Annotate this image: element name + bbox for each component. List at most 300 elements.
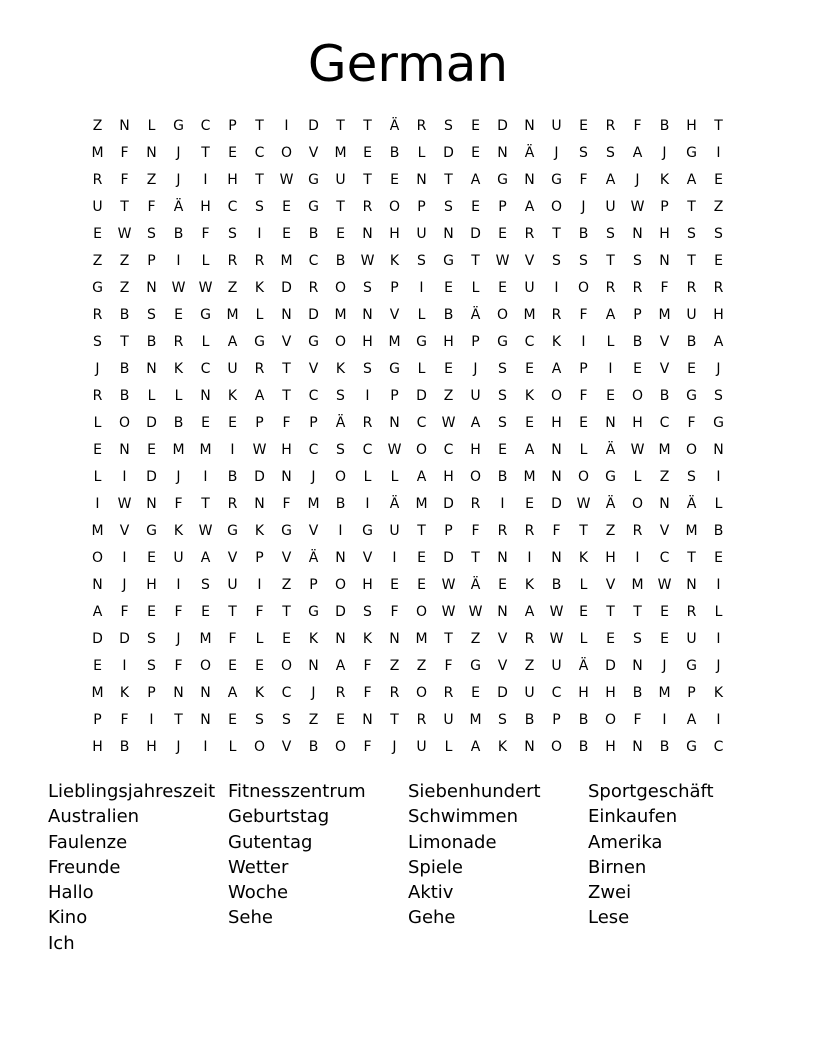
- grid-letter: R: [686, 604, 697, 620]
- grid-letter: G: [686, 658, 697, 674]
- grid-letter: Z: [119, 280, 130, 296]
- grid-letter: B: [551, 577, 562, 593]
- grid-letter: E: [282, 226, 291, 242]
- grid-letter: E: [174, 307, 183, 323]
- grid-letter: A: [92, 604, 103, 620]
- grid-letter: F: [579, 172, 588, 188]
- grid-letter: M: [523, 307, 536, 323]
- grid-letter: C: [659, 415, 670, 431]
- grid-letter: Z: [713, 199, 724, 215]
- grid-letter: T: [579, 523, 588, 539]
- grid-letter: D: [308, 307, 319, 323]
- grid-letter: A: [551, 361, 562, 377]
- grid-letter: U: [470, 388, 481, 404]
- grid-letter: T: [120, 334, 129, 350]
- word-list-item: Hallo: [48, 882, 94, 904]
- grid-letter: O: [388, 199, 401, 215]
- grid-letter: A: [470, 172, 481, 188]
- grid-letter: S: [147, 631, 156, 647]
- grid-letter: E: [525, 496, 534, 512]
- grid-letter: W: [630, 442, 645, 458]
- grid-letter: Z: [659, 469, 670, 485]
- grid-letter: N: [389, 415, 400, 431]
- grid-letter: R: [92, 172, 103, 188]
- grid-letter: J: [122, 577, 127, 593]
- grid-letter: F: [660, 280, 669, 296]
- grid-letter: E: [660, 604, 669, 620]
- grid-letter: H: [146, 577, 157, 593]
- grid-letter: C: [524, 334, 535, 350]
- grid-letter: U: [389, 523, 400, 539]
- grid-letter: W: [360, 253, 375, 269]
- grid-letter: M: [658, 442, 671, 458]
- grid-letter: R: [524, 226, 535, 242]
- grid-letter: F: [363, 658, 372, 674]
- grid-letter: J: [95, 361, 100, 377]
- grid-letter: M: [334, 145, 347, 161]
- grid-letter: L: [390, 469, 399, 485]
- grid-letter: N: [713, 442, 724, 458]
- page-title: German: [307, 35, 509, 93]
- grid-letter: U: [524, 685, 535, 701]
- grid-letter: R: [551, 307, 562, 323]
- grid-letter: I: [365, 496, 370, 512]
- grid-letter: M: [199, 631, 212, 647]
- grid-letter: S: [498, 712, 507, 728]
- grid-letter: N: [551, 469, 562, 485]
- grid-letter: Z: [227, 280, 238, 296]
- grid-letter: G: [308, 172, 319, 188]
- grid-letter: D: [416, 388, 427, 404]
- grid-letter: K: [173, 523, 184, 539]
- grid-letter: P: [390, 388, 399, 404]
- grid-letter: P: [390, 280, 399, 296]
- grid-letter: T: [201, 496, 210, 512]
- grid-letter: L: [174, 388, 183, 404]
- grid-letter: I: [257, 577, 262, 593]
- grid-letter: N: [632, 658, 643, 674]
- grid-letter: R: [416, 118, 427, 134]
- grid-letter: O: [577, 280, 590, 296]
- grid-letter: S: [498, 361, 507, 377]
- grid-letter: F: [633, 712, 642, 728]
- grid-letter: O: [334, 469, 347, 485]
- grid-letter: A: [686, 712, 697, 728]
- grid-letter: V: [524, 253, 535, 269]
- grid-letter: N: [389, 631, 400, 647]
- grid-letter: I: [149, 712, 154, 728]
- grid-letter: E: [498, 442, 507, 458]
- grid-letter: F: [390, 604, 399, 620]
- grid-letter: L: [201, 334, 210, 350]
- grid-letter: B: [632, 334, 643, 350]
- grid-letter: C: [362, 442, 373, 458]
- grid-letter: O: [469, 469, 482, 485]
- grid-letter: B: [578, 739, 589, 755]
- grid-letter: D: [443, 496, 454, 512]
- grid-letter: D: [605, 658, 616, 674]
- grid-letter: T: [633, 604, 642, 620]
- grid-letter: H: [227, 172, 238, 188]
- grid-letter: C: [254, 145, 265, 161]
- grid-letter: Ä: [524, 145, 535, 161]
- grid-letter: K: [335, 361, 346, 377]
- grid-letter: S: [687, 226, 696, 242]
- grid-letter: E: [714, 172, 723, 188]
- grid-letter: R: [497, 523, 508, 539]
- grid-letter: E: [93, 442, 102, 458]
- grid-letter: L: [417, 307, 426, 323]
- grid-letter: L: [255, 307, 264, 323]
- grid-letter: A: [524, 442, 535, 458]
- grid-letter: E: [579, 415, 588, 431]
- grid-letter: U: [686, 307, 697, 323]
- grid-letter: T: [255, 172, 264, 188]
- grid-letter: D: [146, 415, 157, 431]
- grid-letter: E: [147, 442, 156, 458]
- grid-letter: V: [281, 334, 292, 350]
- word-list-item: Aktiv: [408, 882, 454, 904]
- grid-letter: R: [362, 415, 373, 431]
- grid-letter: R: [470, 496, 481, 512]
- grid-letter: S: [687, 469, 696, 485]
- grid-letter: H: [578, 685, 589, 701]
- grid-letter: J: [716, 658, 721, 674]
- grid-letter: F: [282, 496, 291, 512]
- grid-letter: Ä: [605, 442, 616, 458]
- grid-letter: E: [471, 145, 480, 161]
- grid-letter: T: [444, 172, 453, 188]
- grid-letter: I: [716, 145, 721, 161]
- grid-letter: J: [392, 739, 397, 755]
- grid-row: [84, 707, 732, 734]
- grid-letter: F: [255, 604, 264, 620]
- grid-letter: S: [606, 226, 615, 242]
- grid-letter: H: [389, 226, 400, 242]
- grid-row: [84, 572, 732, 599]
- grid-letter: K: [227, 388, 238, 404]
- grid-letter: N: [524, 739, 535, 755]
- grid-letter: R: [524, 631, 535, 647]
- grid-letter: T: [687, 550, 696, 566]
- grid-letter: L: [147, 118, 156, 134]
- grid-letter: I: [554, 280, 559, 296]
- grid-letter: R: [713, 280, 724, 296]
- grid-letter: G: [686, 145, 697, 161]
- grid-letter: J: [176, 469, 181, 485]
- grid-letter: A: [524, 604, 535, 620]
- grid-letter: E: [228, 712, 237, 728]
- grid-letter: Z: [119, 253, 130, 269]
- grid-letter: H: [443, 334, 454, 350]
- grid-letter: Z: [92, 253, 103, 269]
- grid-letter: M: [415, 496, 428, 512]
- word-list-item: Faulenze: [48, 831, 128, 853]
- grid-letter: I: [203, 172, 208, 188]
- grid-letter: B: [119, 739, 130, 755]
- grid-letter: P: [228, 118, 237, 134]
- grid-letter: E: [444, 280, 453, 296]
- grid-letter: C: [308, 253, 319, 269]
- grid-letter: T: [282, 361, 291, 377]
- grid-letter: F: [444, 658, 453, 674]
- grid-letter: E: [471, 685, 480, 701]
- grid-letter: B: [632, 685, 643, 701]
- grid-letter: J: [581, 199, 586, 215]
- grid-letter: A: [605, 172, 616, 188]
- grid-letter: V: [227, 550, 238, 566]
- grid-letter: K: [389, 253, 400, 269]
- grid-letter: E: [255, 658, 264, 674]
- grid-letter: E: [579, 118, 588, 134]
- grid-letter: S: [336, 442, 345, 458]
- word-list-item: Freunde: [48, 856, 121, 878]
- grid-letter: V: [497, 631, 508, 647]
- grid-letter: N: [524, 118, 535, 134]
- grid-letter: G: [92, 280, 103, 296]
- grid-letter: F: [579, 307, 588, 323]
- grid-letter: S: [147, 307, 156, 323]
- grid-letter: K: [173, 361, 184, 377]
- grid-letter: E: [93, 226, 102, 242]
- grid-letter: O: [415, 685, 428, 701]
- grid-letter: I: [716, 577, 721, 593]
- grid-row: [84, 653, 732, 680]
- grid-letter: F: [282, 415, 291, 431]
- grid-letter: F: [552, 523, 561, 539]
- grid-letter: N: [362, 712, 373, 728]
- grid-letter: S: [282, 712, 291, 728]
- grid-letter: R: [227, 496, 238, 512]
- grid-letter: G: [308, 604, 319, 620]
- grid-letter: P: [417, 199, 426, 215]
- grid-letter: R: [254, 253, 265, 269]
- grid-letter: U: [335, 172, 346, 188]
- grid-letter: V: [308, 145, 319, 161]
- grid-letter: B: [524, 712, 535, 728]
- grid-letter: G: [713, 415, 724, 431]
- grid-letter: I: [230, 442, 235, 458]
- grid-letter: K: [713, 685, 724, 701]
- grid-letter: T: [174, 712, 183, 728]
- grid-row: [84, 734, 732, 761]
- grid-letter: F: [120, 145, 129, 161]
- grid-letter: E: [498, 577, 507, 593]
- grid-letter: H: [686, 118, 697, 134]
- grid-letter: D: [551, 496, 562, 512]
- grid-letter: E: [201, 415, 210, 431]
- grid-letter: T: [120, 199, 129, 215]
- grid-letter: S: [201, 577, 210, 593]
- grid-letter: N: [335, 631, 346, 647]
- grid-letter: P: [147, 685, 156, 701]
- grid-letter: N: [92, 577, 103, 593]
- grid-letter: M: [415, 631, 428, 647]
- grid-letter: V: [389, 307, 400, 323]
- grid-row: [84, 248, 732, 275]
- grid-letter: T: [687, 199, 696, 215]
- grid-letter: N: [605, 415, 616, 431]
- grid-letter: J: [716, 361, 721, 377]
- grid-letter: L: [579, 631, 588, 647]
- grid-letter: L: [363, 469, 372, 485]
- grid-letter: O: [280, 145, 293, 161]
- grid-row: [84, 599, 732, 626]
- grid-letter: N: [146, 496, 157, 512]
- grid-letter: S: [498, 415, 507, 431]
- grid-letter: E: [471, 118, 480, 134]
- grid-letter: B: [713, 523, 724, 539]
- grid-letter: G: [497, 334, 508, 350]
- grid-row: [84, 356, 732, 383]
- grid-letter: Z: [524, 658, 535, 674]
- grid-letter: M: [199, 442, 212, 458]
- grid-letter: T: [444, 631, 453, 647]
- word-list-item: Zwei: [588, 882, 632, 904]
- grid-letter: P: [255, 415, 264, 431]
- grid-letter: R: [389, 685, 400, 701]
- grid-letter: Z: [92, 118, 103, 134]
- grid-letter: F: [579, 388, 588, 404]
- grid-letter: V: [308, 523, 319, 539]
- grid-letter: Z: [443, 388, 454, 404]
- grid-letter: M: [172, 442, 185, 458]
- grid-letter: J: [473, 361, 478, 377]
- grid-letter: M: [91, 523, 104, 539]
- grid-letter: N: [632, 226, 643, 242]
- grid-letter: F: [363, 685, 372, 701]
- word-list-item: Gutentag: [228, 831, 313, 853]
- grid-letter: H: [281, 442, 292, 458]
- grid-letter: Z: [308, 712, 319, 728]
- grid-letter: U: [551, 118, 562, 134]
- grid-letter: S: [336, 388, 345, 404]
- grid-letter: E: [579, 604, 588, 620]
- grid-letter: M: [685, 523, 698, 539]
- grid-letter: R: [524, 523, 535, 539]
- grid-letter: S: [579, 145, 588, 161]
- grid-letter: H: [713, 307, 724, 323]
- grid-letter: V: [605, 577, 616, 593]
- grid-letter: U: [443, 712, 454, 728]
- grid-letter: F: [174, 658, 183, 674]
- grid-letter: Ä: [335, 415, 346, 431]
- grid-letter: M: [334, 307, 347, 323]
- grid-letter: R: [605, 280, 616, 296]
- grid-letter: H: [632, 415, 643, 431]
- grid-letter: R: [443, 685, 454, 701]
- grid-letter: E: [93, 658, 102, 674]
- grid-letter: F: [228, 631, 237, 647]
- grid-letter: N: [497, 604, 508, 620]
- grid-letter: P: [444, 523, 453, 539]
- grid-letter: E: [417, 577, 426, 593]
- grid-letter: P: [309, 577, 318, 593]
- word-list-item: Australien: [48, 806, 140, 828]
- word-list-item: Geburtstag: [228, 806, 330, 828]
- word-list-item: Siebenhundert: [408, 781, 541, 802]
- grid-letter: O: [334, 280, 347, 296]
- grid-letter: Z: [281, 577, 292, 593]
- grid-letter: I: [338, 523, 343, 539]
- grid-letter: P: [471, 334, 480, 350]
- grid-letter: K: [308, 631, 319, 647]
- grid-letter: L: [579, 577, 588, 593]
- word-list-item: Einkaufen: [588, 806, 678, 828]
- grid-letter: G: [686, 388, 697, 404]
- grid-letter: V: [659, 361, 670, 377]
- grid-letter: B: [119, 388, 130, 404]
- grid-letter: R: [227, 253, 238, 269]
- grid-letter: E: [228, 145, 237, 161]
- grid-letter: M: [631, 577, 644, 593]
- grid-letter: W: [441, 415, 456, 431]
- grid-letter: D: [443, 550, 454, 566]
- word-list-item: Sportgeschäft: [588, 781, 714, 802]
- grid-letter: V: [497, 658, 508, 674]
- grid-letter: N: [308, 658, 319, 674]
- grid-letter: T: [390, 712, 399, 728]
- grid-letter: N: [281, 307, 292, 323]
- grid-letter: S: [417, 253, 426, 269]
- grid-letter: E: [606, 388, 615, 404]
- grid-letter: G: [389, 361, 400, 377]
- grid-letter: L: [417, 361, 426, 377]
- grid-letter: R: [632, 280, 643, 296]
- grid-letter: T: [363, 172, 372, 188]
- grid-letter: C: [659, 550, 670, 566]
- grid-letter: O: [334, 334, 347, 350]
- grid-letter: I: [716, 712, 721, 728]
- grid-letter: F: [174, 496, 183, 512]
- grid-letter: B: [389, 145, 400, 161]
- grid-letter: O: [496, 307, 509, 323]
- grid-letter: D: [497, 685, 508, 701]
- grid-letter: Ä: [470, 577, 481, 593]
- grid-letter: A: [200, 550, 211, 566]
- grid-row: [84, 383, 732, 410]
- grid-letter: O: [550, 388, 563, 404]
- grid-letter: O: [334, 577, 347, 593]
- grid-letter: L: [714, 496, 723, 512]
- grid-letter: N: [362, 226, 373, 242]
- grid-letter: H: [659, 226, 670, 242]
- grid-letter: I: [176, 577, 181, 593]
- grid-letter: B: [146, 334, 157, 350]
- grid-letter: B: [173, 415, 184, 431]
- grid-letter: S: [714, 388, 723, 404]
- grid-letter: C: [227, 199, 238, 215]
- grid-letter: I: [257, 226, 262, 242]
- grid-letter: K: [524, 388, 535, 404]
- grid-letter: K: [497, 739, 508, 755]
- grid-letter: B: [659, 739, 670, 755]
- grid-letter: I: [581, 334, 586, 350]
- word-list-item: Lese: [588, 907, 630, 929]
- grid-letter: Ä: [686, 496, 697, 512]
- grid-letter: L: [147, 388, 156, 404]
- grid-letter: T: [552, 226, 561, 242]
- grid-letter: W: [495, 253, 510, 269]
- grid-letter: T: [471, 550, 480, 566]
- grid-letter: W: [198, 523, 213, 539]
- grid-letter: U: [416, 226, 427, 242]
- grid-letter: S: [255, 712, 264, 728]
- word-list-item: Woche: [228, 882, 289, 904]
- grid-letter: K: [659, 172, 670, 188]
- grid-letter: C: [443, 442, 454, 458]
- grid-letter: W: [657, 577, 672, 593]
